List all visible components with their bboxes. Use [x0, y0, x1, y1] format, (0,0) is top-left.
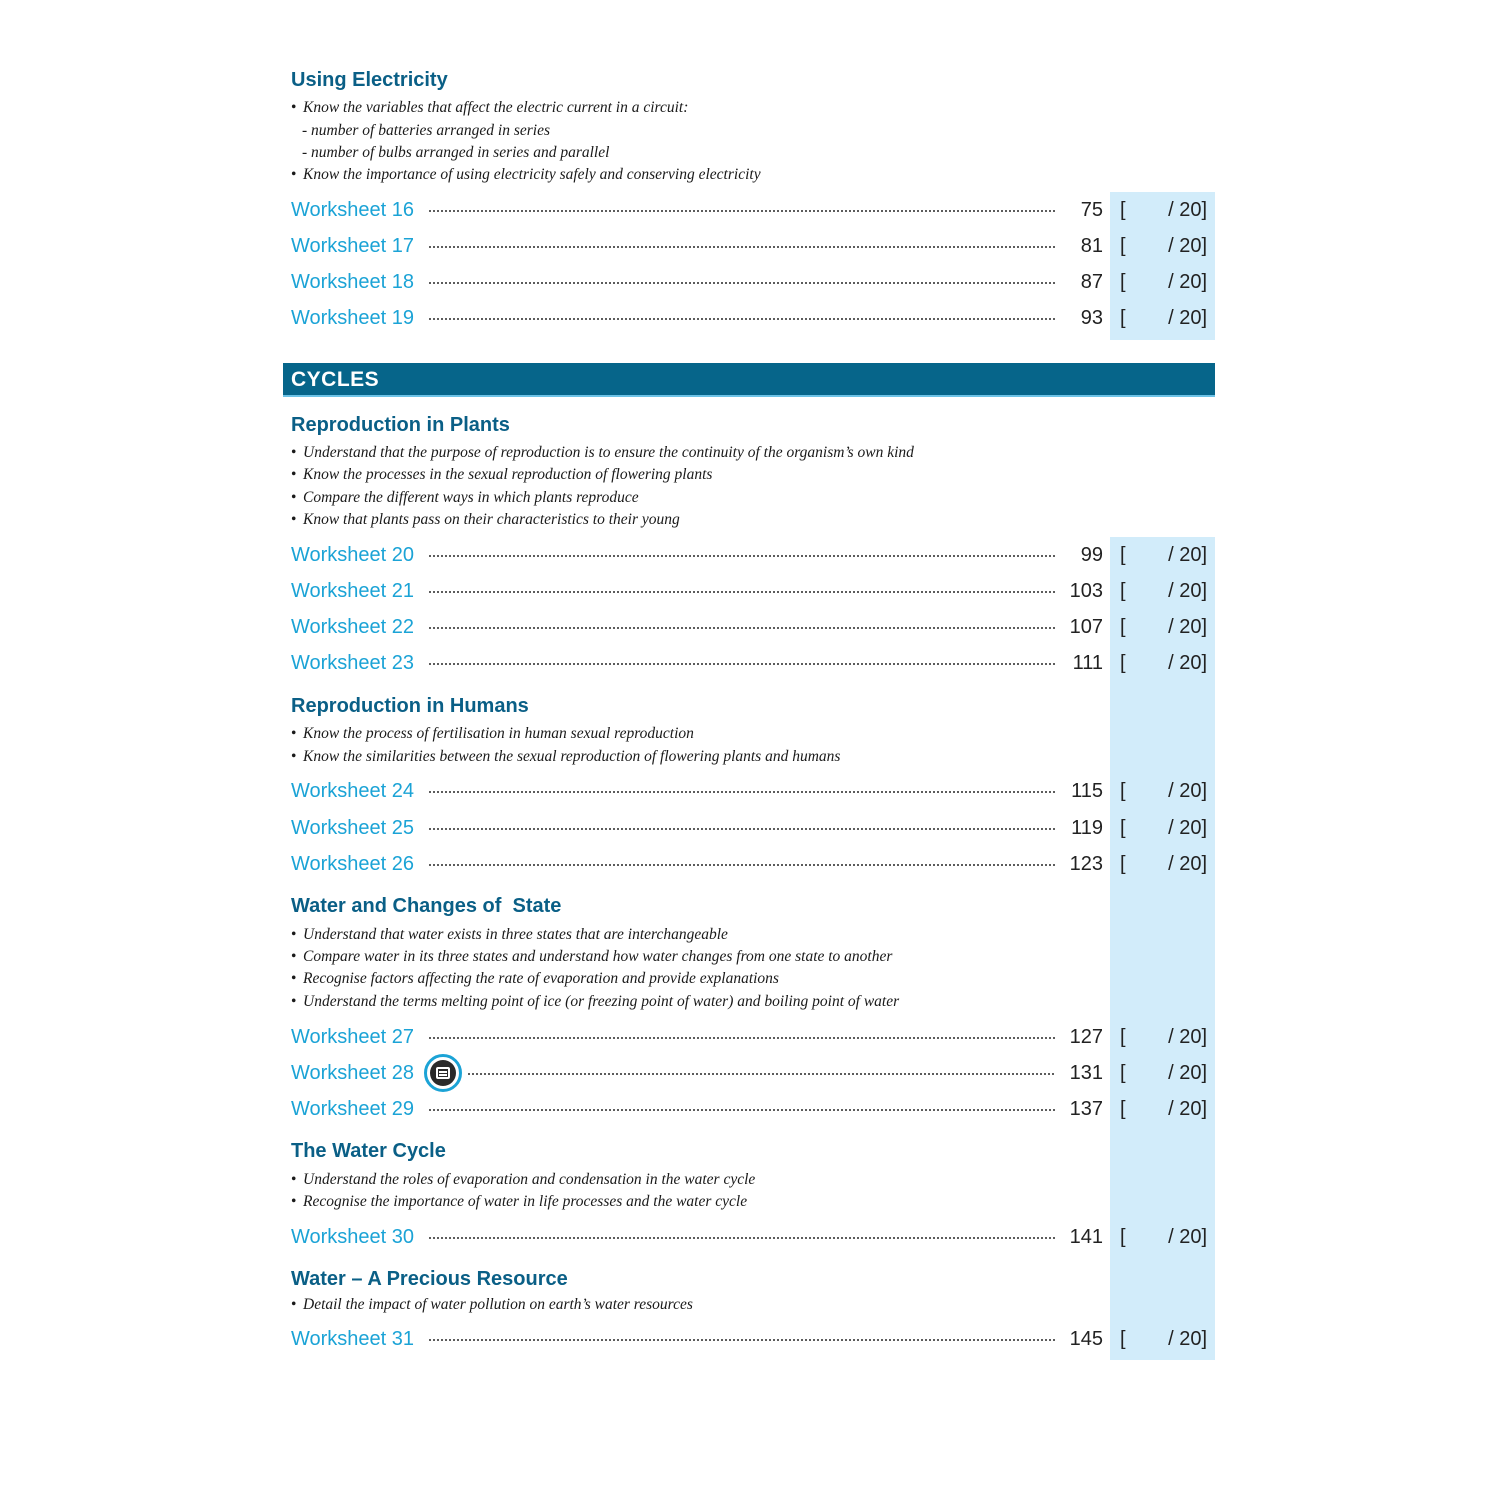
dot-leader: [428, 791, 1056, 793]
objective: • Know the similarities between the sexual reproduction of flowering plants and humans: [291, 748, 841, 765]
dot-leader: [428, 210, 1056, 212]
objective: • Detail the impact of water pollution on earth’s water resources: [291, 1296, 693, 1313]
page-number: 131: [1069, 1062, 1103, 1084]
objective: • Compare the different ways in which plants reproduce: [291, 489, 639, 506]
section-title-using-electricity: Using Electricity: [291, 69, 448, 91]
page-number: 103: [1069, 580, 1103, 602]
page-number: 119: [1071, 817, 1103, 839]
score-bracket: [: [1120, 544, 1126, 566]
score-bracket: [: [1120, 235, 1126, 257]
objective-sub: - number of batteries arranged in series: [302, 122, 550, 139]
section-title-reproduction-in-plants: Reproduction in Plants: [291, 414, 510, 436]
objective-sub: - number of bulbs arranged in series and parallel: [302, 144, 610, 161]
worksheet-20-row[interactable]: [291, 541, 1211, 569]
score-bracket: [: [1120, 780, 1126, 802]
score-bracket: [: [1120, 1026, 1126, 1048]
score-bracket: [: [1120, 1328, 1126, 1350]
objective: • Recognise the importance of water in life processes and the water cycle: [291, 1193, 748, 1210]
worksheet-link[interactable]: Worksheet 28: [291, 1062, 415, 1084]
worksheet-link[interactable]: Worksheet 19: [291, 307, 415, 329]
worksheet-28-row[interactable]: [291, 1059, 1211, 1087]
objective: • Know the process of fertilisation in human sexual reproduction: [291, 725, 694, 742]
worksheet-24-row[interactable]: [291, 777, 1211, 805]
worksheet-link[interactable]: Worksheet 25: [291, 817, 415, 839]
dot-leader: [428, 828, 1056, 830]
page-number: 145: [1069, 1328, 1103, 1350]
score-total: / 20]: [1168, 580, 1207, 602]
page-number: 81: [1080, 235, 1103, 257]
page-number: 141: [1069, 1226, 1103, 1248]
page-number: 75: [1080, 199, 1103, 221]
worksheet-link[interactable]: Worksheet 18: [291, 271, 415, 293]
page-number: 93: [1080, 307, 1103, 329]
worksheet-link[interactable]: Worksheet 27: [291, 1026, 415, 1048]
objective: • Recognise factors affecting the rate of evaporation and provide explanations: [291, 970, 779, 987]
section-title-the-water-cycle: The Water Cycle: [291, 1140, 446, 1162]
dot-leader: [428, 1339, 1056, 1341]
score-total: / 20]: [1168, 1026, 1207, 1048]
worksheet-link[interactable]: Worksheet 16: [291, 199, 415, 221]
dot-leader: [428, 591, 1056, 593]
score-total: / 20]: [1168, 199, 1207, 221]
section-title-reproduction-in-humans: Reproduction in Humans: [291, 695, 529, 717]
page-number: 107: [1069, 616, 1103, 638]
page-number: 111: [1072, 652, 1103, 674]
score-total: / 20]: [1168, 1328, 1207, 1350]
worksheet-22-row[interactable]: [291, 613, 1211, 641]
worksheet-link[interactable]: Worksheet 21: [291, 580, 415, 602]
score-total: / 20]: [1168, 1226, 1207, 1248]
score-bracket: [: [1120, 580, 1126, 602]
dot-leader: [428, 627, 1056, 629]
objective: • Understand that water exists in three states that are interchangeable: [291, 926, 728, 943]
objective: • Know the variables that affect the electric current in a circuit:: [291, 99, 689, 116]
chapter-banner: [283, 363, 1215, 397]
score-bracket: [: [1120, 853, 1126, 875]
worksheet-link[interactable]: Worksheet 29: [291, 1098, 415, 1120]
dot-leader: [428, 1109, 1056, 1111]
score-bracket: [: [1120, 307, 1126, 329]
objective: • Understand the roles of evaporation and condensation in the water cycle: [291, 1171, 756, 1188]
dot-leader: [428, 663, 1056, 665]
chapter-title: CYCLES: [291, 368, 380, 391]
score-total: / 20]: [1168, 817, 1207, 839]
worksheet-25-row[interactable]: [291, 814, 1211, 842]
dot-leader: [428, 246, 1056, 248]
worksheet-link[interactable]: Worksheet 31: [291, 1328, 415, 1350]
score-bracket: [: [1120, 616, 1126, 638]
score-total: / 20]: [1168, 544, 1207, 566]
score-bracket: [: [1120, 1226, 1126, 1248]
score-bracket: [: [1120, 652, 1126, 674]
score-bracket: [: [1120, 1062, 1126, 1084]
dot-leader: [428, 864, 1056, 866]
score-total: / 20]: [1168, 307, 1207, 329]
dot-leader: [428, 1237, 1056, 1239]
dot-leader: [428, 282, 1056, 284]
worksheet-30-row[interactable]: [291, 1223, 1211, 1251]
worksheet-link[interactable]: Worksheet 26: [291, 853, 415, 875]
page-number: 123: [1069, 853, 1103, 875]
worksheet-23-row[interactable]: [291, 649, 1211, 677]
worksheet-31-row[interactable]: [291, 1325, 1211, 1353]
objective: • Know the processes in the sexual reproduction of flowering plants: [291, 466, 713, 483]
calculator-icon: [424, 1054, 462, 1092]
objective: • Understand the terms melting point of ice (or freezing point of water) and boiling point of water: [291, 993, 900, 1010]
worksheet-17-row[interactable]: [291, 232, 1211, 260]
score-total: / 20]: [1168, 652, 1207, 674]
worksheet-26-row[interactable]: [291, 850, 1211, 878]
score-bracket: [: [1120, 817, 1126, 839]
worksheet-21-row[interactable]: [291, 577, 1211, 605]
worksheet-link[interactable]: Worksheet 20: [291, 544, 415, 566]
objective: • Understand that the purpose of reproduction is to ensure the continuity of the organism’s own kind: [291, 444, 914, 461]
score-total: / 20]: [1168, 780, 1207, 802]
objective: • Know that plants pass on their characteristics to their young: [291, 511, 680, 528]
section-title-water-and-changes-of-state: Water and Changes of State: [291, 895, 562, 917]
page-number: 137: [1069, 1098, 1103, 1120]
worksheet-18-row[interactable]: [291, 268, 1211, 296]
score-bracket: [: [1120, 1098, 1126, 1120]
dot-leader: [428, 555, 1056, 557]
page-number: 115: [1071, 780, 1103, 802]
objective: • Compare water in its three states and understand how water changes from one state to another: [291, 948, 893, 965]
score-total: / 20]: [1168, 235, 1207, 257]
worksheet-29-row[interactable]: [291, 1095, 1211, 1123]
section-title-water-a-precious-resource: Water – A Precious Resource: [291, 1268, 568, 1290]
page-number: 87: [1080, 271, 1103, 293]
objective: • Know the importance of using electricity safely and conserving electricity: [291, 166, 761, 183]
dot-leader: [428, 1037, 1056, 1039]
score-bracket: [: [1120, 199, 1126, 221]
worksheet-link[interactable]: Worksheet 24: [291, 780, 415, 802]
score-bracket: [: [1120, 271, 1126, 293]
score-total: / 20]: [1168, 271, 1207, 293]
score-total: / 20]: [1168, 853, 1207, 875]
page-number: 99: [1080, 544, 1103, 566]
score-total: / 20]: [1168, 1098, 1207, 1120]
worksheet-27-row[interactable]: [291, 1023, 1211, 1051]
worksheet-link[interactable]: Worksheet 17: [291, 235, 415, 257]
worksheet-link[interactable]: Worksheet 23: [291, 652, 415, 674]
dot-leader: [467, 1073, 1056, 1075]
calculator-icon-glyph: [430, 1060, 456, 1086]
worksheet-link[interactable]: Worksheet 22: [291, 616, 415, 638]
score-total: / 20]: [1168, 616, 1207, 638]
score-total: / 20]: [1168, 1062, 1207, 1084]
worksheet-16-row[interactable]: [291, 196, 1211, 224]
page-number: 127: [1069, 1026, 1103, 1048]
worksheet-19-row[interactable]: [291, 304, 1211, 332]
dot-leader: [428, 318, 1056, 320]
worksheet-link[interactable]: Worksheet 30: [291, 1226, 415, 1248]
